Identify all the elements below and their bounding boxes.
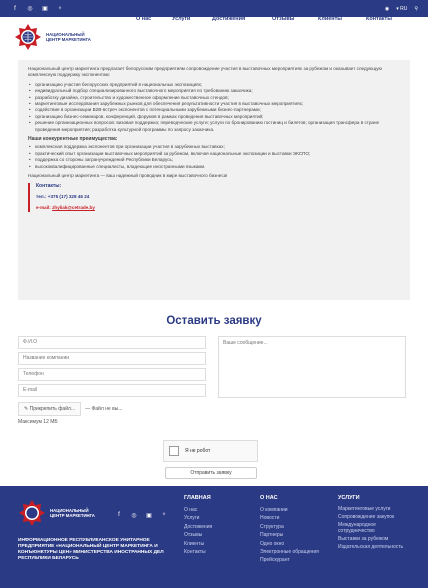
company-field[interactable]: Название компании: [18, 352, 206, 365]
paperclip-icon: ✎: [24, 406, 30, 412]
captcha-checkbox[interactable]: [169, 446, 179, 456]
footer-col-main: [184, 494, 212, 557]
search-icon[interactable]: ⚲: [414, 5, 418, 12]
contact-phone[interactable]: тел.: +375 (17) 328 46 24: [36, 193, 90, 199]
footer-logo[interactable]: [18, 499, 95, 527]
footer-link[interactable]: Достижения: [184, 523, 213, 530]
advantages-title: Наши конкурентные преимущества:: [28, 136, 118, 143]
submit-button[interactable]: Отправить заявку: [165, 467, 257, 479]
captcha-label: Я не робот: [185, 448, 211, 454]
footer-link[interactable]: О нас: [184, 506, 198, 513]
nav-item-services[interactable]: Услуги: [172, 16, 191, 22]
list-item: • поддержка со стороны загранучреждений Республики Беларусь;: [28, 157, 398, 163]
list-item: • разработку дизайна, строительство и художественное оформление выставочных стендов;: [28, 95, 398, 101]
footer-col-about: [260, 494, 330, 565]
list-item: • организацию бизнес-семинаров, конференций, форумов в рамках проведения выставочных мероприятий;: [28, 114, 398, 120]
facebook-icon[interactable]: f: [118, 512, 120, 518]
content-block: [18, 60, 410, 300]
footer-col-title[interactable]: ГЛАВНАЯ: [184, 495, 211, 501]
footer-link[interactable]: Структура: [260, 523, 284, 530]
twitter-icon[interactable]: ♆: [161, 512, 167, 518]
footer-link[interactable]: Клиенты: [184, 540, 205, 547]
footer-col-title[interactable]: УСЛУГИ: [338, 495, 360, 501]
social-links: [10, 4, 65, 14]
name-field[interactable]: Ф.И.О: [18, 336, 206, 349]
services-list: [28, 82, 398, 133]
footer-logo-line1: НАЦИОНАЛЬНЫЙ: [50, 508, 89, 513]
nav-item-about[interactable]: О нас: [136, 16, 152, 22]
phone-field[interactable]: Телефон: [18, 368, 206, 381]
footer-social: [114, 510, 169, 520]
list-item: • индивидуальный подбор специализированного выставочного мероприятия по требованию заказчика;: [28, 88, 398, 94]
footer-org-name: ИНФОРМАЦИОННОЕ РЕСПУБЛИКАНСКОЕ УНИТАРНОЕ ПРЕДПРИЯТИЕ «НАЦИОНАЛЬНЫЙ ЦЕНТР МАРКЕТИНГА И КОНЪЮНКТУРЫ ЦЕН» МИНИСТЕРСТВА ИНОСТРАННЫХ ДЕЛ РЕСПУБЛИКИ БЕЛАРУСЬ: [18, 538, 164, 561]
top-bar-right: [385, 6, 418, 12]
footer-link[interactable]: Одно окно: [260, 540, 285, 547]
twitter-icon[interactable]: ♆: [57, 5, 63, 12]
list-item: • практический опыт организации выставочных мероприятий за рубежом, включая национальные экспозиции и выставки ЭКСПО;: [28, 151, 398, 157]
nav-item-reviews[interactable]: Отзывы: [272, 16, 295, 22]
top-bar: [0, 0, 428, 17]
logo-line1: НАЦИОНАЛЬНЫЙ: [46, 32, 85, 37]
instagram-icon[interactable]: ◎: [27, 6, 33, 12]
footer-link[interactable]: Сопровождение закупок: [338, 513, 395, 520]
email-link[interactable]: zhyliak@cetrade.by: [52, 205, 95, 211]
list-item: • маркетинговые исследования зарубежных рынков для обеспечения результативности участия в выставочных мероприятиях;: [28, 101, 398, 107]
footer-link[interactable]: О компании: [260, 506, 288, 513]
footer-logo-emblem-icon: [18, 499, 46, 527]
footer-logo-line2: ЦЕНТР МАРКЕТИНГА: [50, 513, 95, 518]
footer-link[interactable]: Услуги: [184, 515, 200, 521]
header: [0, 17, 428, 57]
nav-item-contacts[interactable]: Контакты: [366, 16, 392, 22]
file-attach: [18, 402, 123, 416]
eye-icon[interactable]: ◉: [384, 5, 390, 12]
form-title: Оставить заявку: [166, 315, 262, 327]
facebook-icon[interactable]: f: [14, 5, 16, 12]
email-field[interactable]: E-mail: [18, 384, 206, 397]
contacts-box: [28, 183, 398, 212]
footer-link[interactable]: Контакты: [184, 549, 206, 555]
list-item: • организацию участия белорусских предприятий в национальных экспозициях;: [28, 82, 398, 88]
intro-text: Национальный центр маркетинга предлагает белорусским предприятиям сопровождение участия в выставочных мероприятиях за рубежом и оказывает следующую комплексную поддержку экспонентам:: [28, 66, 383, 78]
captcha-widget: [163, 440, 258, 462]
attach-label: Прикрепить файл...: [29, 406, 76, 412]
closing-text: Национальный центр маркетинга — ваш надежный проводник в мире выставочного бизнеса!: [28, 173, 228, 179]
footer: [0, 486, 428, 588]
footer-link[interactable]: Отзывы: [184, 532, 203, 538]
advantages-list: [28, 144, 398, 170]
attach-status: — Файл не вы...: [85, 406, 123, 412]
footer-link[interactable]: Маркетинговые услуги: [338, 505, 391, 512]
footer-link[interactable]: Партнеры: [260, 532, 284, 538]
footer-link[interactable]: Новости: [260, 515, 280, 521]
nav-item-clients[interactable]: Клиенты: [318, 16, 343, 22]
attach-button[interactable]: [18, 402, 81, 416]
footer-link[interactable]: Выставки за рубежом: [338, 535, 389, 542]
vk-icon[interactable]: ▣: [42, 6, 48, 12]
logo-emblem-icon: [14, 23, 42, 51]
logo[interactable]: [14, 23, 91, 51]
contacts-label: Контакты:: [36, 182, 62, 189]
max-size-note: Максимум 12 МБ: [18, 419, 58, 425]
list-item: • содействие в организации B2B-встреч экспонентов с потенциальными зарубежными бизнес-партнерами;: [28, 107, 398, 113]
main-nav: [136, 16, 392, 22]
footer-col-title[interactable]: О НАС: [260, 495, 278, 501]
language-label: RU: [400, 5, 408, 12]
language-selector[interactable]: ▾ RU: [396, 5, 408, 12]
footer-col-services: [338, 494, 413, 550]
list-item: • комплексная поддержка экспонентов при организации участия в зарубежных выставках;: [28, 144, 398, 150]
vk-icon[interactable]: ▣: [146, 512, 152, 519]
contact-email: [36, 205, 398, 211]
footer-link[interactable]: Издательская деятельность: [338, 543, 404, 550]
email-prefix: e-mail:: [36, 205, 53, 211]
logo-line2: ЦЕНТР МАРКЕТИНГА: [46, 37, 91, 42]
instagram-icon[interactable]: ◎: [131, 512, 137, 519]
list-item: • решение организационных вопросов: визовая поддержка; переводческие услуги; услуги по бронированию гостиниц и билетов; организация трансфера в стране проведения мероприятия; разработка культурной программы по запросу заказчика.: [28, 120, 398, 133]
nav-item-achievements[interactable]: Достижения: [212, 16, 246, 22]
list-item: • высококвалифицированные специалисты, владеющие иностранными языками.: [28, 164, 398, 170]
message-field[interactable]: Ваше сообщение...: [218, 336, 406, 398]
footer-link[interactable]: Электронные обращения: [260, 549, 319, 555]
footer-link[interactable]: Прейскурант: [260, 557, 290, 563]
footer-link[interactable]: Международное сотрудничество: [338, 521, 376, 534]
